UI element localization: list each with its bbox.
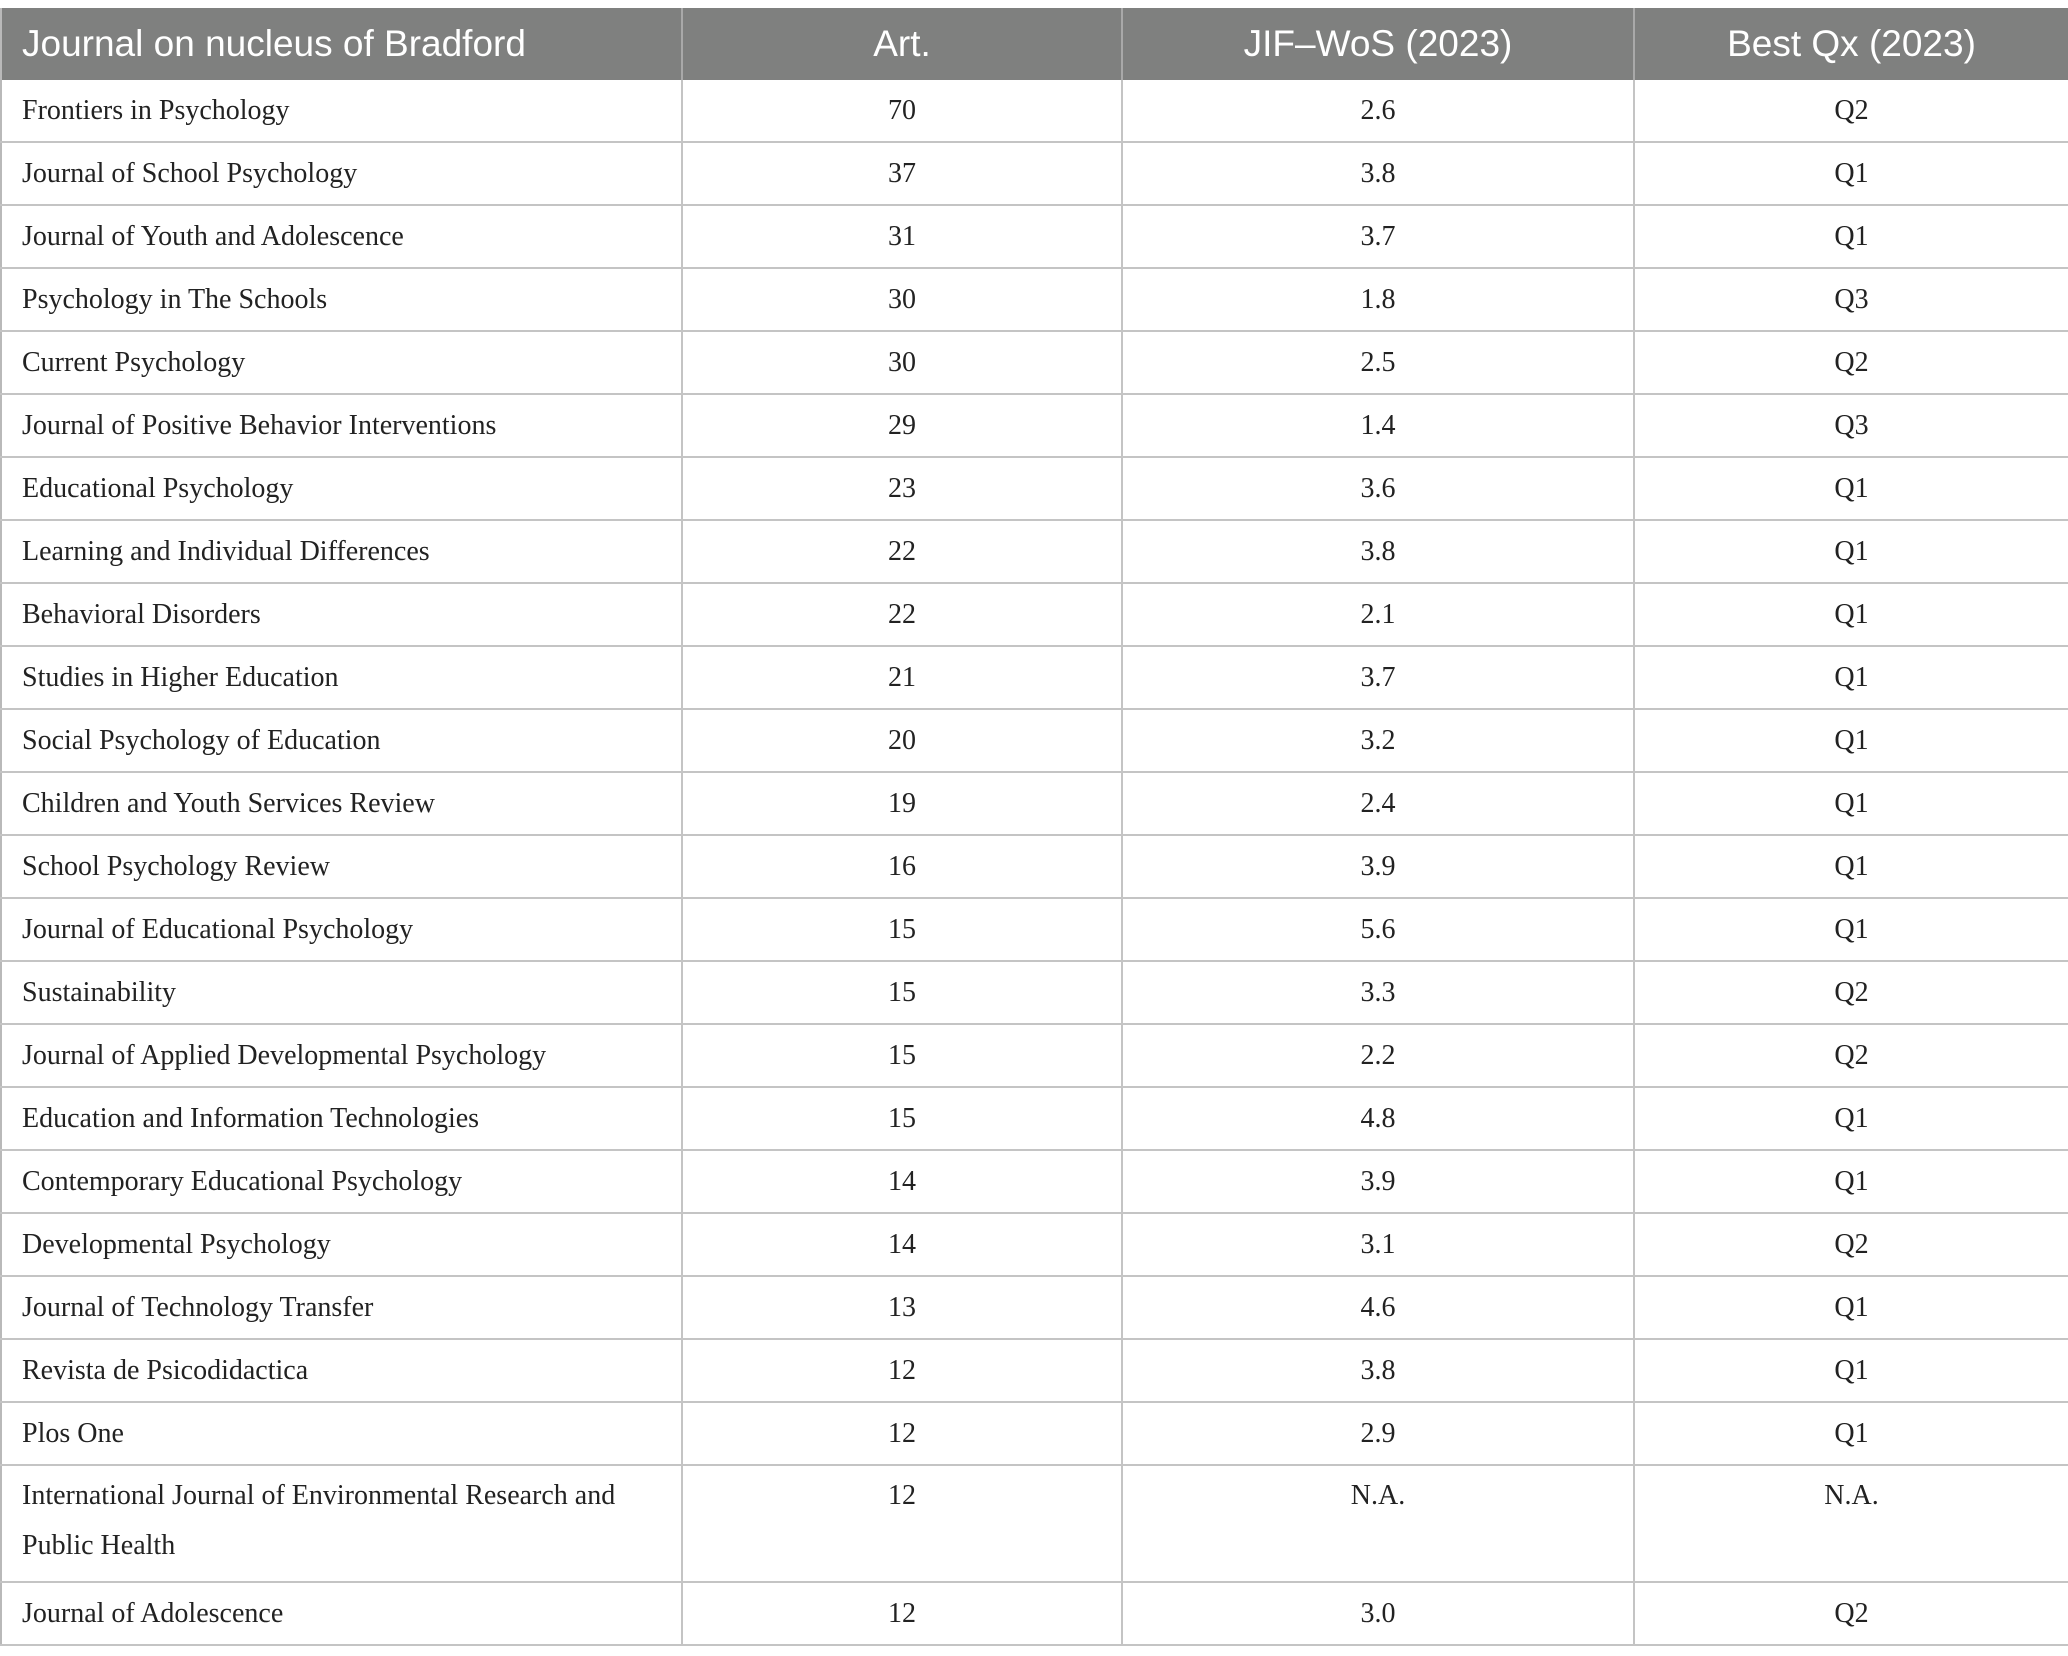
header-articles: Art.	[682, 8, 1122, 80]
article-count: 21	[682, 646, 1122, 709]
article-count: 14	[682, 1213, 1122, 1276]
quartile: Q2	[1634, 1024, 2068, 1087]
journal-name: Behavioral Disorders	[1, 583, 682, 646]
quartile: Q1	[1634, 583, 2068, 646]
article-count: 13	[682, 1276, 1122, 1339]
quartile: Q1	[1634, 457, 2068, 520]
article-count: 20	[682, 709, 1122, 772]
jif-value: 5.6	[1122, 898, 1634, 961]
table-row	[1, 1150, 2068, 1213]
article-count: 23	[682, 457, 1122, 520]
jif-value: 2.2	[1122, 1024, 1634, 1087]
table-row	[1, 1087, 2068, 1150]
article-count: 30	[682, 331, 1122, 394]
table-row	[1, 583, 2068, 646]
quartile: Q1	[1634, 1402, 2068, 1465]
table-row	[1, 1402, 2068, 1465]
journal-name: Studies in Higher Education	[1, 646, 682, 709]
journal-name: Revista de Psicodidactica	[1, 1339, 682, 1402]
journal-name: School Psychology Review	[1, 835, 682, 898]
journal-name: Social Psychology of Education	[1, 709, 682, 772]
article-count: 29	[682, 394, 1122, 457]
quartile: Q1	[1634, 1150, 2068, 1213]
journal-name: Contemporary Educational Psychology	[1, 1150, 682, 1213]
quartile: N.A.	[1634, 1465, 2068, 1582]
table-row	[1, 1213, 2068, 1276]
table-row	[1, 457, 2068, 520]
table-row	[1, 1465, 2068, 1582]
article-count: 37	[682, 142, 1122, 205]
table-row	[1, 268, 2068, 331]
journal-name: Journal of School Psychology	[1, 142, 682, 205]
journal-name: Education and Information Technologies	[1, 1087, 682, 1150]
jif-value: 2.5	[1122, 331, 1634, 394]
jif-value: 2.1	[1122, 583, 1634, 646]
jif-value: 2.6	[1122, 80, 1634, 142]
article-count: 22	[682, 583, 1122, 646]
table-row	[1, 646, 2068, 709]
jif-value: 1.4	[1122, 394, 1634, 457]
journal-name: Sustainability	[1, 961, 682, 1024]
jif-value: 3.8	[1122, 142, 1634, 205]
quartile: Q1	[1634, 898, 2068, 961]
jif-value: 2.9	[1122, 1402, 1634, 1465]
journal-name: Journal of Youth and Adolescence	[1, 205, 682, 268]
quartile: Q2	[1634, 80, 2068, 142]
jif-value: 2.4	[1122, 772, 1634, 835]
quartile: Q2	[1634, 1582, 2068, 1645]
table-row	[1, 520, 2068, 583]
article-count: 15	[682, 1024, 1122, 1087]
jif-value: 3.9	[1122, 835, 1634, 898]
journal-name: Journal of Technology Transfer	[1, 1276, 682, 1339]
article-count: 14	[682, 1150, 1122, 1213]
journal-name: Journal of Applied Developmental Psychology	[1, 1024, 682, 1087]
article-count: 70	[682, 80, 1122, 142]
header-row	[1, 8, 2068, 80]
table-row	[1, 205, 2068, 268]
table-row	[1, 1582, 2068, 1645]
header-journal: Journal on nucleus of Bradford	[1, 8, 682, 80]
journal-name: Educational Psychology	[1, 457, 682, 520]
article-count: 31	[682, 205, 1122, 268]
article-count: 15	[682, 1087, 1122, 1150]
quartile: Q2	[1634, 1213, 2068, 1276]
jif-value: 3.8	[1122, 1339, 1634, 1402]
journal-name: Journal of Educational Psychology	[1, 898, 682, 961]
article-count: 19	[682, 772, 1122, 835]
article-count: 12	[682, 1339, 1122, 1402]
quartile: Q1	[1634, 1276, 2068, 1339]
table-row	[1, 1276, 2068, 1339]
quartile: Q1	[1634, 646, 2068, 709]
quartile: Q1	[1634, 142, 2068, 205]
jif-value: 3.9	[1122, 1150, 1634, 1213]
jif-value: N.A.	[1122, 1465, 1634, 1582]
jif-value: 1.8	[1122, 268, 1634, 331]
journal-name: Plos One	[1, 1402, 682, 1465]
journal-name: Current Psychology	[1, 331, 682, 394]
journal-name: Psychology in The Schools	[1, 268, 682, 331]
table-row	[1, 961, 2068, 1024]
quartile: Q1	[1634, 772, 2068, 835]
journal-name: Frontiers in Psychology	[1, 80, 682, 142]
jif-value: 3.6	[1122, 457, 1634, 520]
article-count: 12	[682, 1465, 1122, 1582]
header-quartile: Best Qx (2023)	[1634, 8, 2068, 80]
table-row	[1, 772, 2068, 835]
table-row	[1, 331, 2068, 394]
article-count: 15	[682, 961, 1122, 1024]
journal-name: Journal of Adolescence	[1, 1582, 682, 1645]
header-jif: JIF–WoS (2023)	[1122, 8, 1634, 80]
table-row	[1, 394, 2068, 457]
table-row	[1, 1024, 2068, 1087]
journals-table	[0, 8, 2068, 1646]
jif-value: 3.0	[1122, 1582, 1634, 1645]
quartile: Q1	[1634, 709, 2068, 772]
article-count: 22	[682, 520, 1122, 583]
table-row	[1, 1339, 2068, 1402]
quartile: Q3	[1634, 268, 2068, 331]
article-count: 12	[682, 1582, 1122, 1645]
quartile: Q2	[1634, 961, 2068, 1024]
journal-name: Developmental Psychology	[1, 1213, 682, 1276]
journal-name: Journal of Positive Behavior Interventions	[1, 394, 682, 457]
journal-name: Children and Youth Services Review	[1, 772, 682, 835]
jif-value: 3.2	[1122, 709, 1634, 772]
table-row	[1, 835, 2068, 898]
quartile: Q2	[1634, 331, 2068, 394]
article-count: 15	[682, 898, 1122, 961]
quartile: Q3	[1634, 394, 2068, 457]
article-count: 12	[682, 1402, 1122, 1465]
article-count: 30	[682, 268, 1122, 331]
jif-value: 4.6	[1122, 1276, 1634, 1339]
quartile: Q1	[1634, 1087, 2068, 1150]
jif-value: 3.1	[1122, 1213, 1634, 1276]
jif-value: 3.7	[1122, 646, 1634, 709]
table-row	[1, 80, 2068, 142]
jif-value: 3.8	[1122, 520, 1634, 583]
jif-value: 4.8	[1122, 1087, 1634, 1150]
article-count: 16	[682, 835, 1122, 898]
jif-value: 3.3	[1122, 961, 1634, 1024]
table-row	[1, 898, 2068, 961]
table-row	[1, 709, 2068, 772]
jif-value: 3.7	[1122, 205, 1634, 268]
quartile: Q1	[1634, 205, 2068, 268]
journal-name: Learning and Individual Differences	[1, 520, 682, 583]
quartile: Q1	[1634, 1339, 2068, 1402]
journal-name: International Journal of Environmental Research and Public Health	[1, 1465, 682, 1582]
quartile: Q1	[1634, 835, 2068, 898]
quartile: Q1	[1634, 520, 2068, 583]
table-row	[1, 142, 2068, 205]
